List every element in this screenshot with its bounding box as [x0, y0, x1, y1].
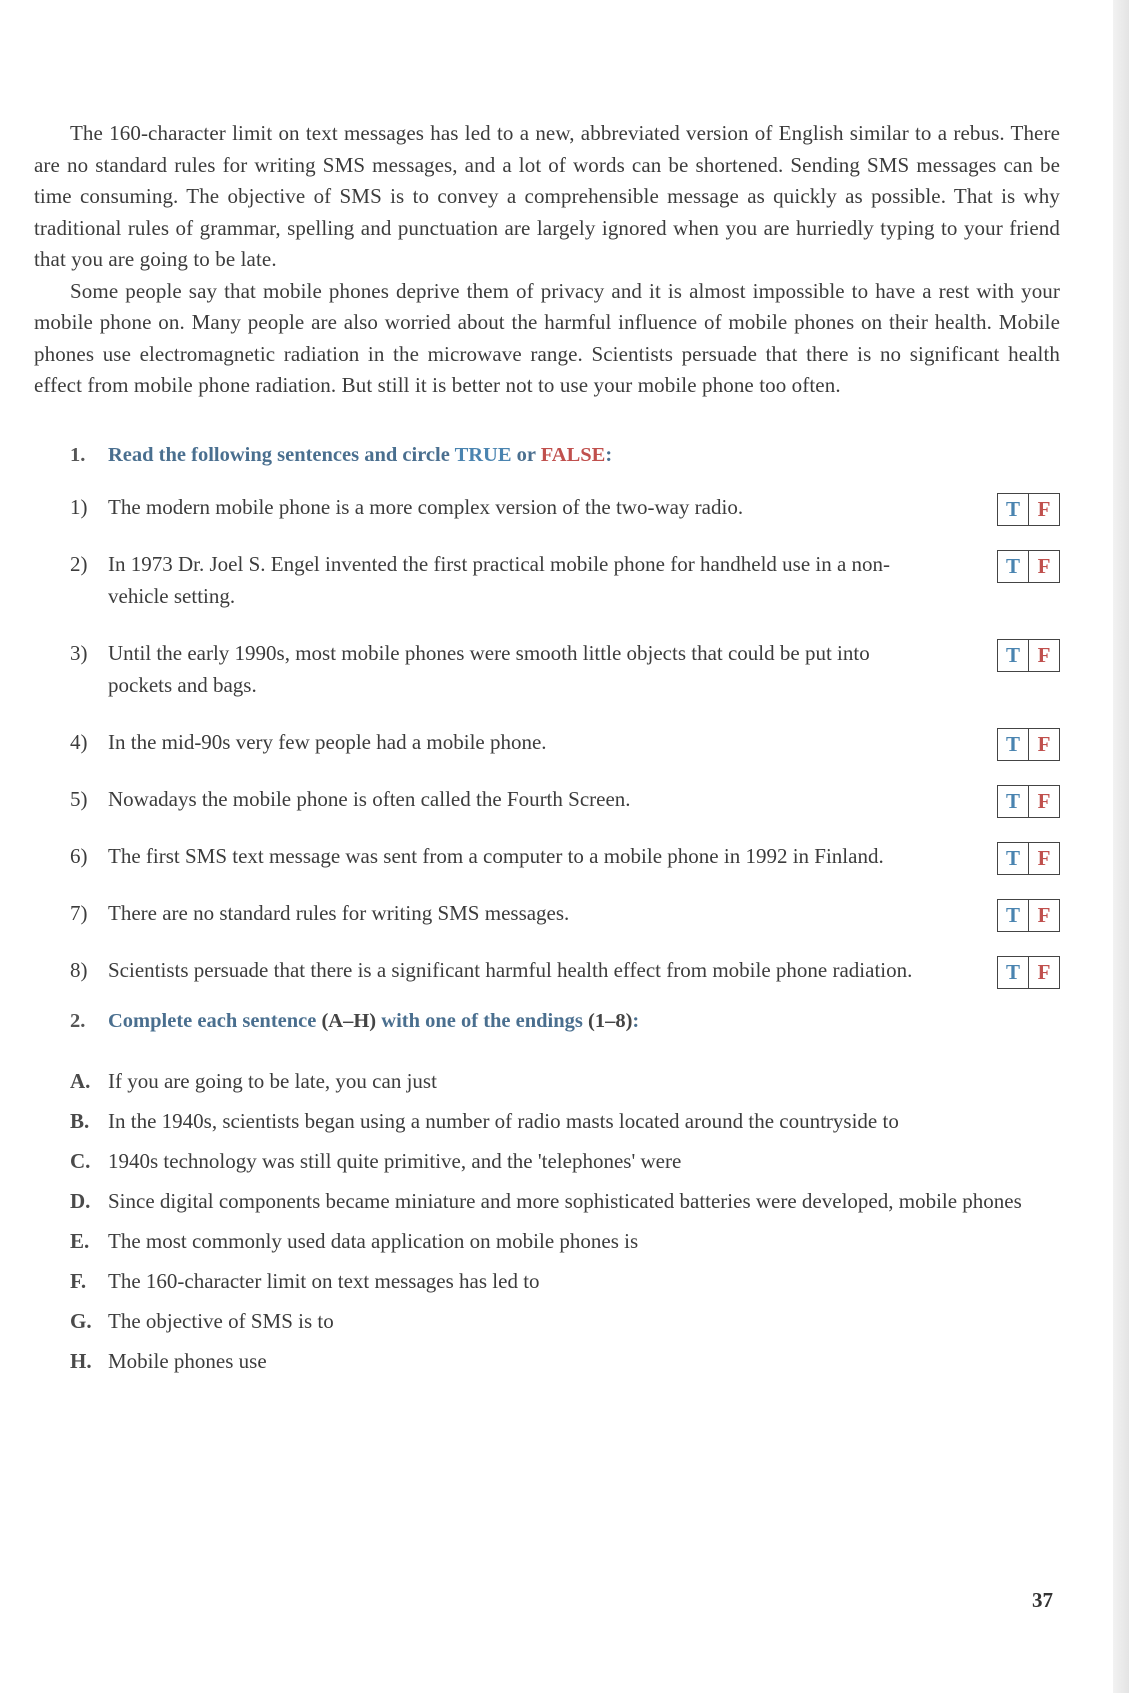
true-false-box	[997, 493, 1060, 526]
sentence-letter: G.	[70, 1308, 92, 1333]
sentence-letter: E.	[70, 1228, 90, 1253]
statement-text: There are no standard rules for writing SMS messages.	[108, 900, 570, 925]
statement-row	[34, 954, 1060, 986]
sentence-letter: A.	[70, 1068, 91, 1093]
statement-row	[34, 637, 1060, 701]
task2-title	[34, 1010, 1060, 1033]
page-content	[34, 118, 1060, 1377]
statement-number: 4)	[70, 729, 88, 754]
task1-number: 1.	[70, 443, 86, 466]
sentence-beginning-row	[34, 1225, 1060, 1257]
task1-title-false: FALSE	[540, 443, 606, 466]
true-false-box	[997, 899, 1060, 932]
statement-text: Scientists persuade that there is a significant harmful health effect from mobile phone radiation.	[108, 957, 913, 982]
sentence-beginning-row	[34, 1145, 1060, 1177]
paragraph-1: The 160-character limit on text messages has led to a new, abbreviated version of English similar to a rebus. There are no standard rules for writing SMS messages, and a lot of words can be shortened. Sending SMS messages can be time consuming. The objective of SMS is to convey a comprehensible message as quickly as possible. That is why traditional rules of grammar, spelling and punctuation are largely ignored when you are hurriedly typing to your friend that you are going to be late.	[34, 121, 1060, 271]
statement-number: 3)	[70, 640, 88, 665]
statement-number: 8)	[70, 957, 88, 982]
statement-number: 2)	[70, 551, 88, 576]
page-number: 37	[1032, 1588, 1053, 1612]
sentence-beginning-row	[34, 1265, 1060, 1297]
task2-title-mid: with one of the endings	[376, 1009, 588, 1032]
true-option[interactable]: T	[998, 640, 1029, 671]
sentence-beginning-text: Mobile phones use	[108, 1348, 267, 1373]
sentence-beginning-row	[34, 1065, 1060, 1097]
paragraph-2: Some people say that mobile phones deprive them of privacy and it is almost impossible to have a rest with your mobile phone on. Many people are also worried about the harmful influence of mobile phones on their health. Mobile phones use electromagnetic radiation in the microwave range. Scientists persuade that there is no significant health effect from mobile phone radiation. But still it is better not to use your mobile phone too often.	[34, 278, 1060, 397]
false-option[interactable]: F	[1037, 554, 1051, 578]
sentence-beginning-text: The 160-character limit on text messages has led to	[108, 1268, 540, 1293]
statement-row	[34, 783, 1060, 815]
task2-title-pre: Complete each sentence	[108, 1009, 322, 1032]
true-option[interactable]: T	[998, 729, 1029, 760]
true-option[interactable]: T	[998, 843, 1029, 874]
task2-number: 2.	[70, 1009, 86, 1032]
task2-title-post: :	[632, 1009, 640, 1032]
statement-row	[34, 491, 1060, 523]
statement-number: 6)	[70, 843, 88, 868]
sentence-beginning-row	[34, 1305, 1060, 1337]
true-option[interactable]: T	[998, 900, 1029, 931]
statement-text: In 1973 Dr. Joel S. Engel invented the first practical mobile phone for handheld use in a non-vehicle setting.	[108, 551, 891, 608]
task1-title-or: or	[511, 443, 541, 466]
false-option[interactable]: F	[1037, 960, 1051, 984]
true-false-box	[997, 550, 1060, 583]
task1-title-post: :	[605, 443, 613, 466]
sentence-letter: B.	[70, 1108, 90, 1133]
task1-title	[34, 444, 1060, 467]
true-option[interactable]: T	[998, 551, 1029, 582]
sentence-beginning-row	[34, 1345, 1060, 1377]
page-edge	[1113, 0, 1129, 1693]
task1-title-pre: Read the following sentences and circle	[108, 443, 455, 466]
true-false-box	[997, 956, 1060, 989]
true-option[interactable]: T	[998, 786, 1029, 817]
true-option[interactable]: T	[998, 494, 1029, 525]
sentence-beginnings-list	[34, 1065, 1060, 1377]
true-false-box	[997, 639, 1060, 672]
sentence-beginning-row	[34, 1105, 1060, 1137]
sentence-letter: H.	[70, 1348, 92, 1373]
sentence-letter: D.	[70, 1188, 91, 1213]
sentence-beginning-row	[34, 1185, 1060, 1217]
statement-number: 7)	[70, 900, 88, 925]
false-option[interactable]: F	[1037, 846, 1051, 870]
sentence-beginning-text: Since digital components became miniature and more sophisticated batteries were developed, mobile phones	[108, 1188, 1022, 1213]
statement-text: Nowadays the mobile phone is often called the Fourth Screen.	[108, 786, 631, 811]
sentence-beginning-text: The most commonly used data application on mobile phones is	[108, 1228, 639, 1253]
statement-row	[34, 897, 1060, 929]
statement-number: 5)	[70, 786, 88, 811]
true-option[interactable]: T	[998, 957, 1029, 988]
statement-text: Until the early 1990s, most mobile phones were smooth little objects that could be put into pockets and bags.	[108, 640, 870, 697]
statement-row	[34, 840, 1060, 872]
sentence-beginning-text: The objective of SMS is to	[108, 1308, 334, 1333]
statement-text: The first SMS text message was sent from a computer to a mobile phone in 1992 in Finland.	[108, 843, 884, 868]
task1-title-true: TRUE	[454, 443, 512, 466]
task2-title-range-numbers: (1–8)	[588, 1009, 633, 1032]
task2-title-range-letters: (A–H)	[321, 1009, 377, 1032]
true-false-box	[997, 728, 1060, 761]
true-false-box	[997, 785, 1060, 818]
sentence-letter: C.	[70, 1148, 91, 1173]
false-option[interactable]: F	[1037, 732, 1051, 756]
false-option[interactable]: F	[1037, 789, 1051, 813]
statement-number: 1)	[70, 494, 88, 519]
statement-row	[34, 548, 1060, 612]
sentence-letter: F.	[70, 1268, 87, 1293]
statement-row	[34, 726, 1060, 758]
sentence-beginning-text: 1940s technology was still quite primitive, and the 'telephones' were	[108, 1148, 682, 1173]
false-option[interactable]: F	[1037, 643, 1051, 667]
sentence-beginning-text: If you are going to be late, you can just	[108, 1068, 437, 1093]
statement-text: The modern mobile phone is a more complex version of the two-way radio.	[108, 494, 744, 519]
false-option[interactable]: F	[1037, 903, 1051, 927]
true-false-list	[34, 491, 1060, 986]
statement-text: In the mid-90s very few people had a mobile phone.	[108, 729, 547, 754]
false-option[interactable]: F	[1037, 497, 1051, 521]
sentence-beginning-text: In the 1940s, scientists began using a number of radio masts located around the countryside to	[108, 1108, 899, 1133]
true-false-box	[997, 842, 1060, 875]
